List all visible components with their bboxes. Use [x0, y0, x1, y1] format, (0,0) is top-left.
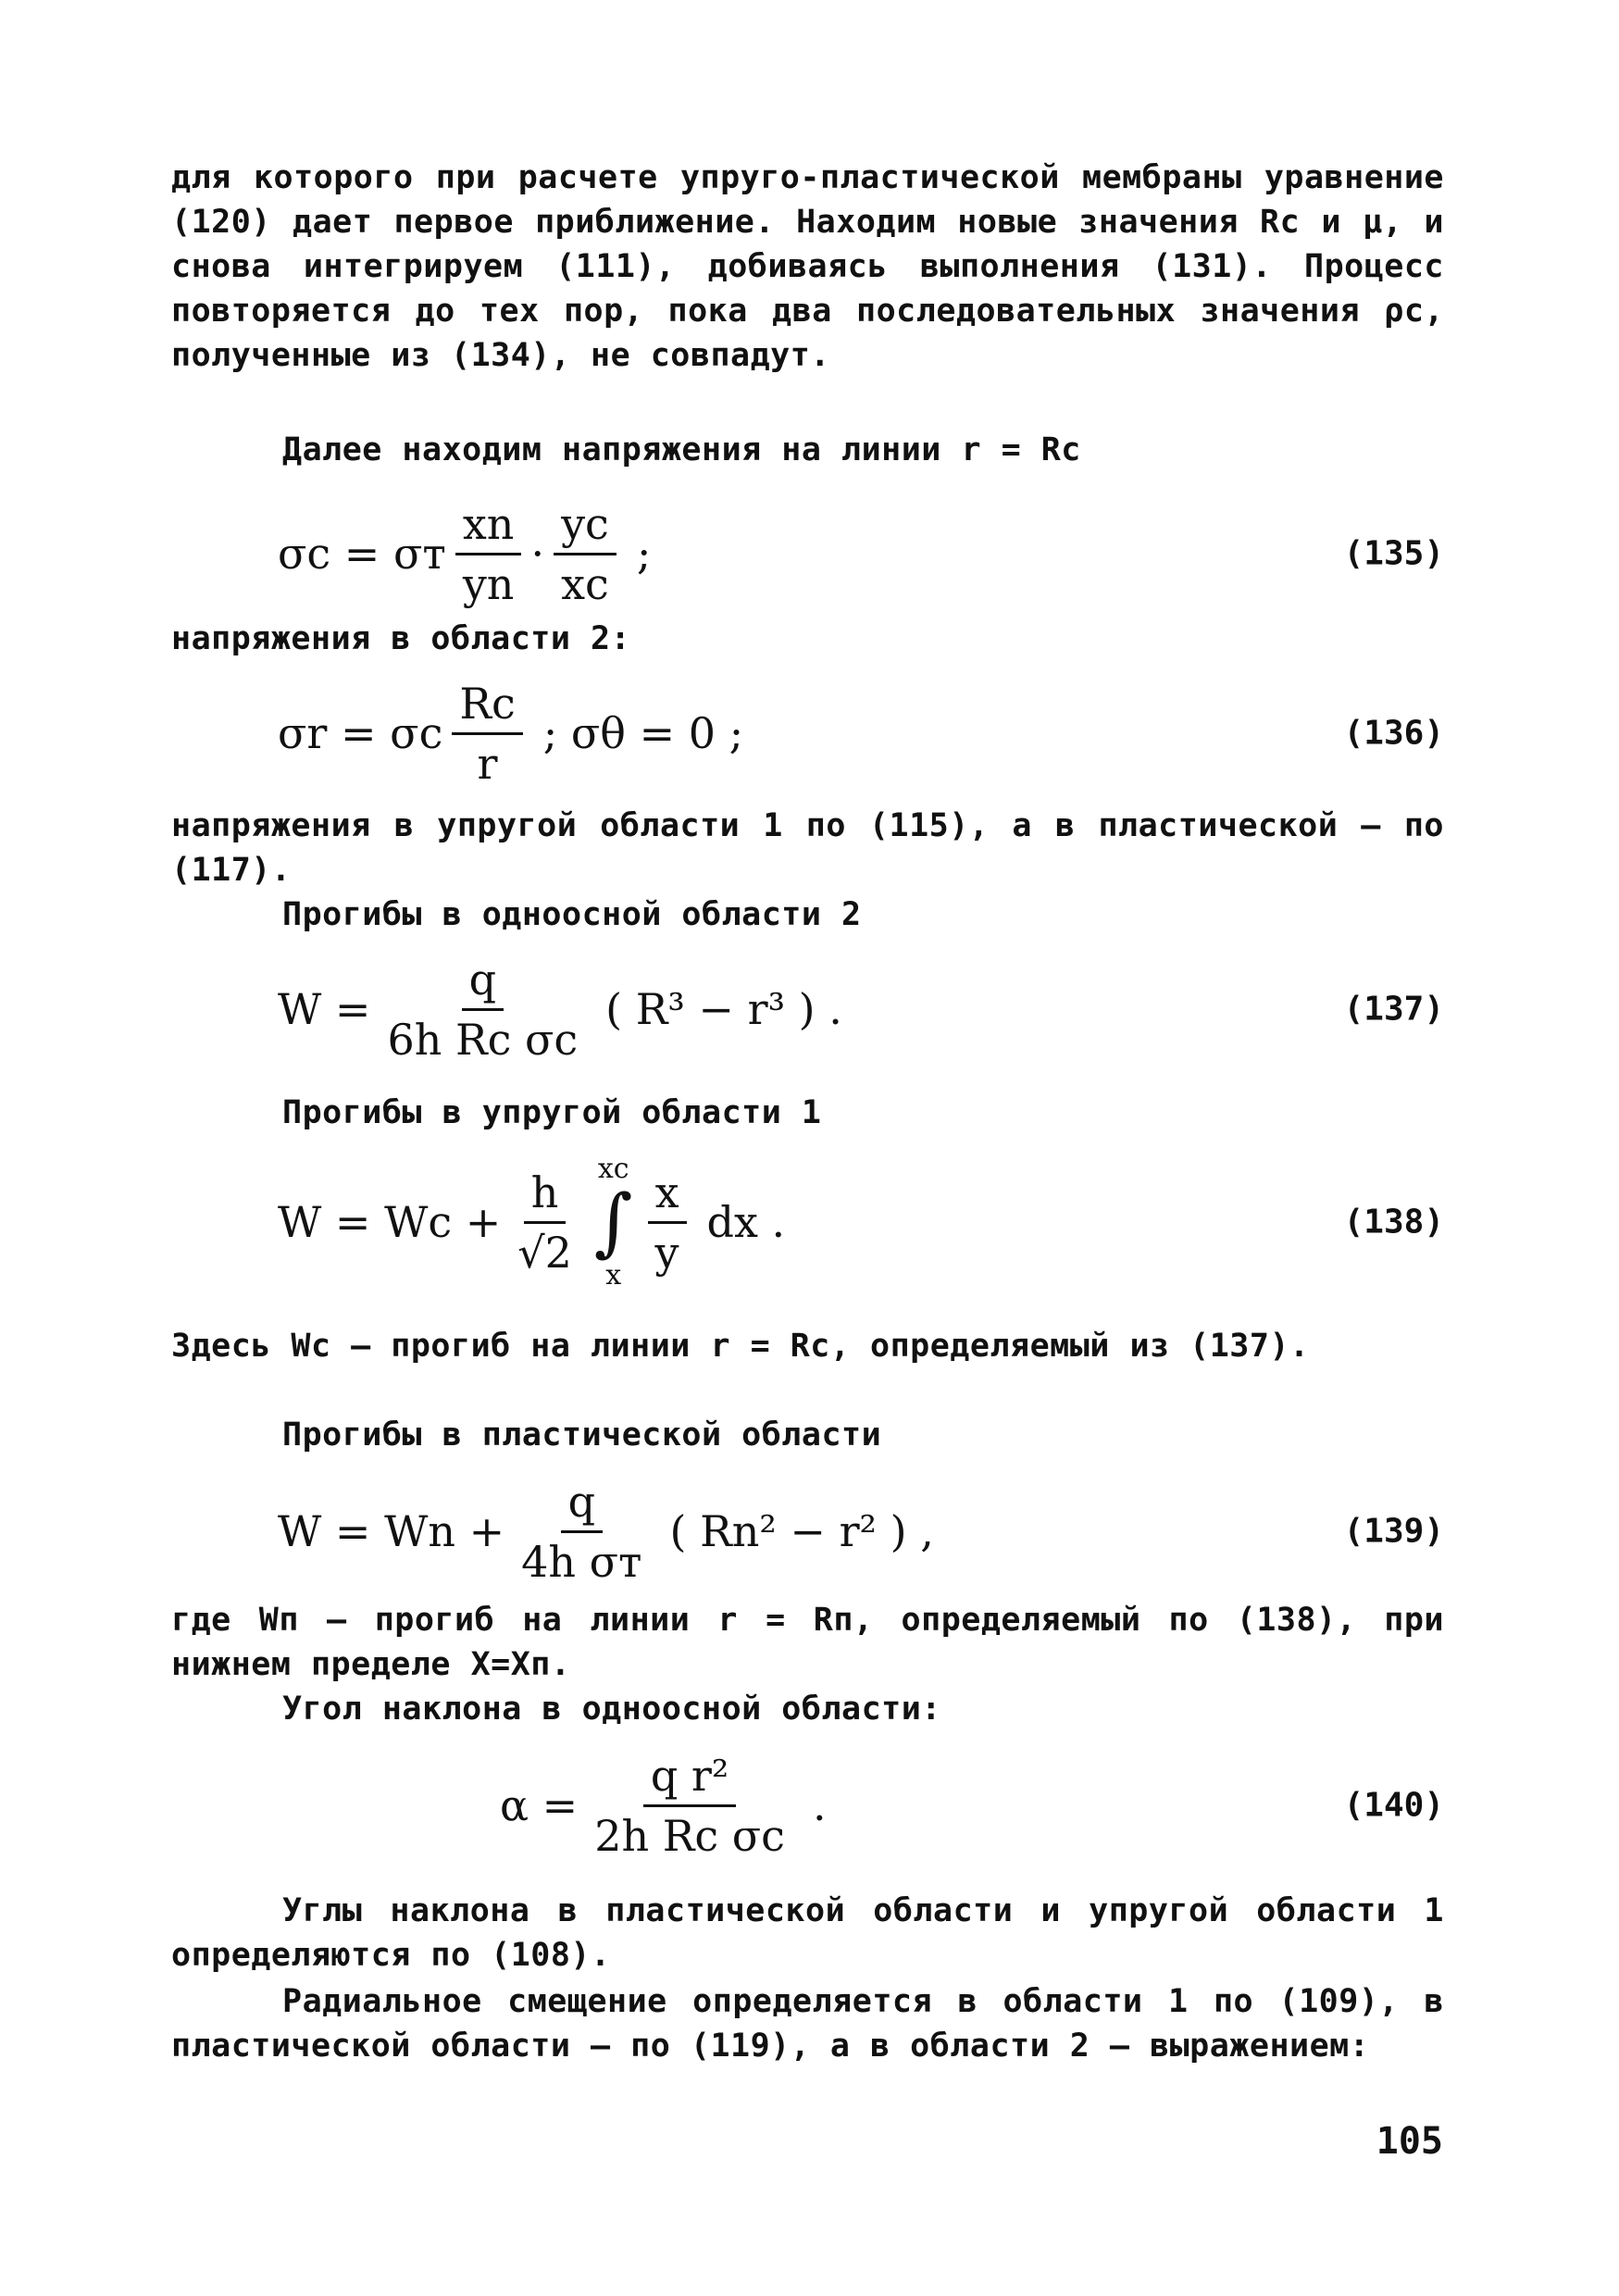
eq135-lhs: σc = σт — [278, 529, 446, 579]
paragraph-5: Прогибы в одноосной области 2 — [282, 896, 862, 933]
eq138-number: (138) — [1343, 1203, 1444, 1242]
eq137-number: (137) — [1343, 990, 1444, 1029]
paragraph-1: для которого при расчете упруго-пластической мембраны уравнение (120) дает первое приближение. Находим новые значения Rc и μ, и снова интегрируем (111), добиваясь выполнения (131). Процесс повторяется до тех пор, пока два последовательных значения ρc, полученные из (134), не совпадут. — [171, 159, 1444, 374]
paragraph-4: напряжения в упругой области 1 по (115), а в пластической – по (117). — [171, 807, 1444, 889]
eq139-frac: $\frac{q}{\text{4h σт}}$ — [521, 1476, 642, 1587]
integral-sign: xc ∫ x — [593, 1153, 633, 1292]
eq140-frac: $\frac{\text{q r²}}{\text{2h Rc σc}}$ — [594, 1750, 785, 1861]
equation-138: W = Wc + $\frac{h}{√2}$ xc ∫ x $\frac{x}{y}$ dx . (138) — [278, 1153, 1444, 1292]
eq138-integrand: $\frac{x}{y}$ — [648, 1167, 687, 1278]
eq137-frac: $\frac{q}{\text{6h Rc σc}}$ — [387, 954, 579, 1065]
eq136-number: (136) — [1343, 714, 1444, 753]
paragraph-8: Прогибы в пластической области — [282, 1416, 882, 1454]
eq136-frac: $\frac{Rc}{r}$ — [452, 679, 522, 789]
paragraph-6: Прогибы в упругой области 1 — [282, 1094, 822, 1131]
eq135-frac1: $\frac{xn}{yn}$ — [455, 499, 522, 609]
eq135-number: (135) — [1343, 534, 1444, 573]
eq135-frac2: $\frac{yc}{xc}$ — [554, 499, 616, 609]
page-number: 105 — [1376, 2120, 1443, 2163]
eq140-number: (140) — [1343, 1786, 1444, 1825]
eq139-number: (139) — [1343, 1512, 1444, 1551]
paragraph-7: Здесь Wc – прогиб на линии r = Rc, определяемый из (137). — [171, 1328, 1310, 1365]
equation-140: α = $\frac{\text{q r²}}{\text{2h Rc σc}}$ . (140) — [500, 1750, 1444, 1861]
paragraph-9: где Wп – прогиб на линии r = Rп, определяемый по (138), при нижнем пределе X=Xп. — [171, 1602, 1444, 1683]
paragraph-2: Далее находим напряжения на линии r = Rc — [282, 431, 1081, 468]
paragraph-10: Угол наклона в одноосной области: — [282, 1691, 941, 1728]
equation-139: W = Wn + $\frac{q}{\text{4h σт}}$ ( Rn² − r² ) , (139) — [278, 1476, 1444, 1587]
equation-135: σc = σт $\frac{xn}{yn}$ · $\frac{yc}{xc}$ ; (135) — [278, 498, 1444, 609]
paragraph-11: Углы наклона в пластической области и упругой области 1 определяются по (108). — [171, 1892, 1444, 1974]
paragraph-3: напряжения в области 2: — [171, 620, 631, 657]
equation-137: W = $\frac{q}{\text{6h Rc σc}}$ ( R³ − r³ ) . (137) — [278, 954, 1444, 1065]
paragraph-12: Радиальное смещение определяется в области 1 по (109), в пластической области – по (119), а в области 2 – выражением: — [171, 1983, 1444, 2065]
equation-136: σr = σc $\frac{Rc}{r}$ ; σθ = 0 ; (136) — [278, 678, 1444, 789]
eq138-frac: $\frac{h}{√2}$ — [517, 1167, 572, 1278]
